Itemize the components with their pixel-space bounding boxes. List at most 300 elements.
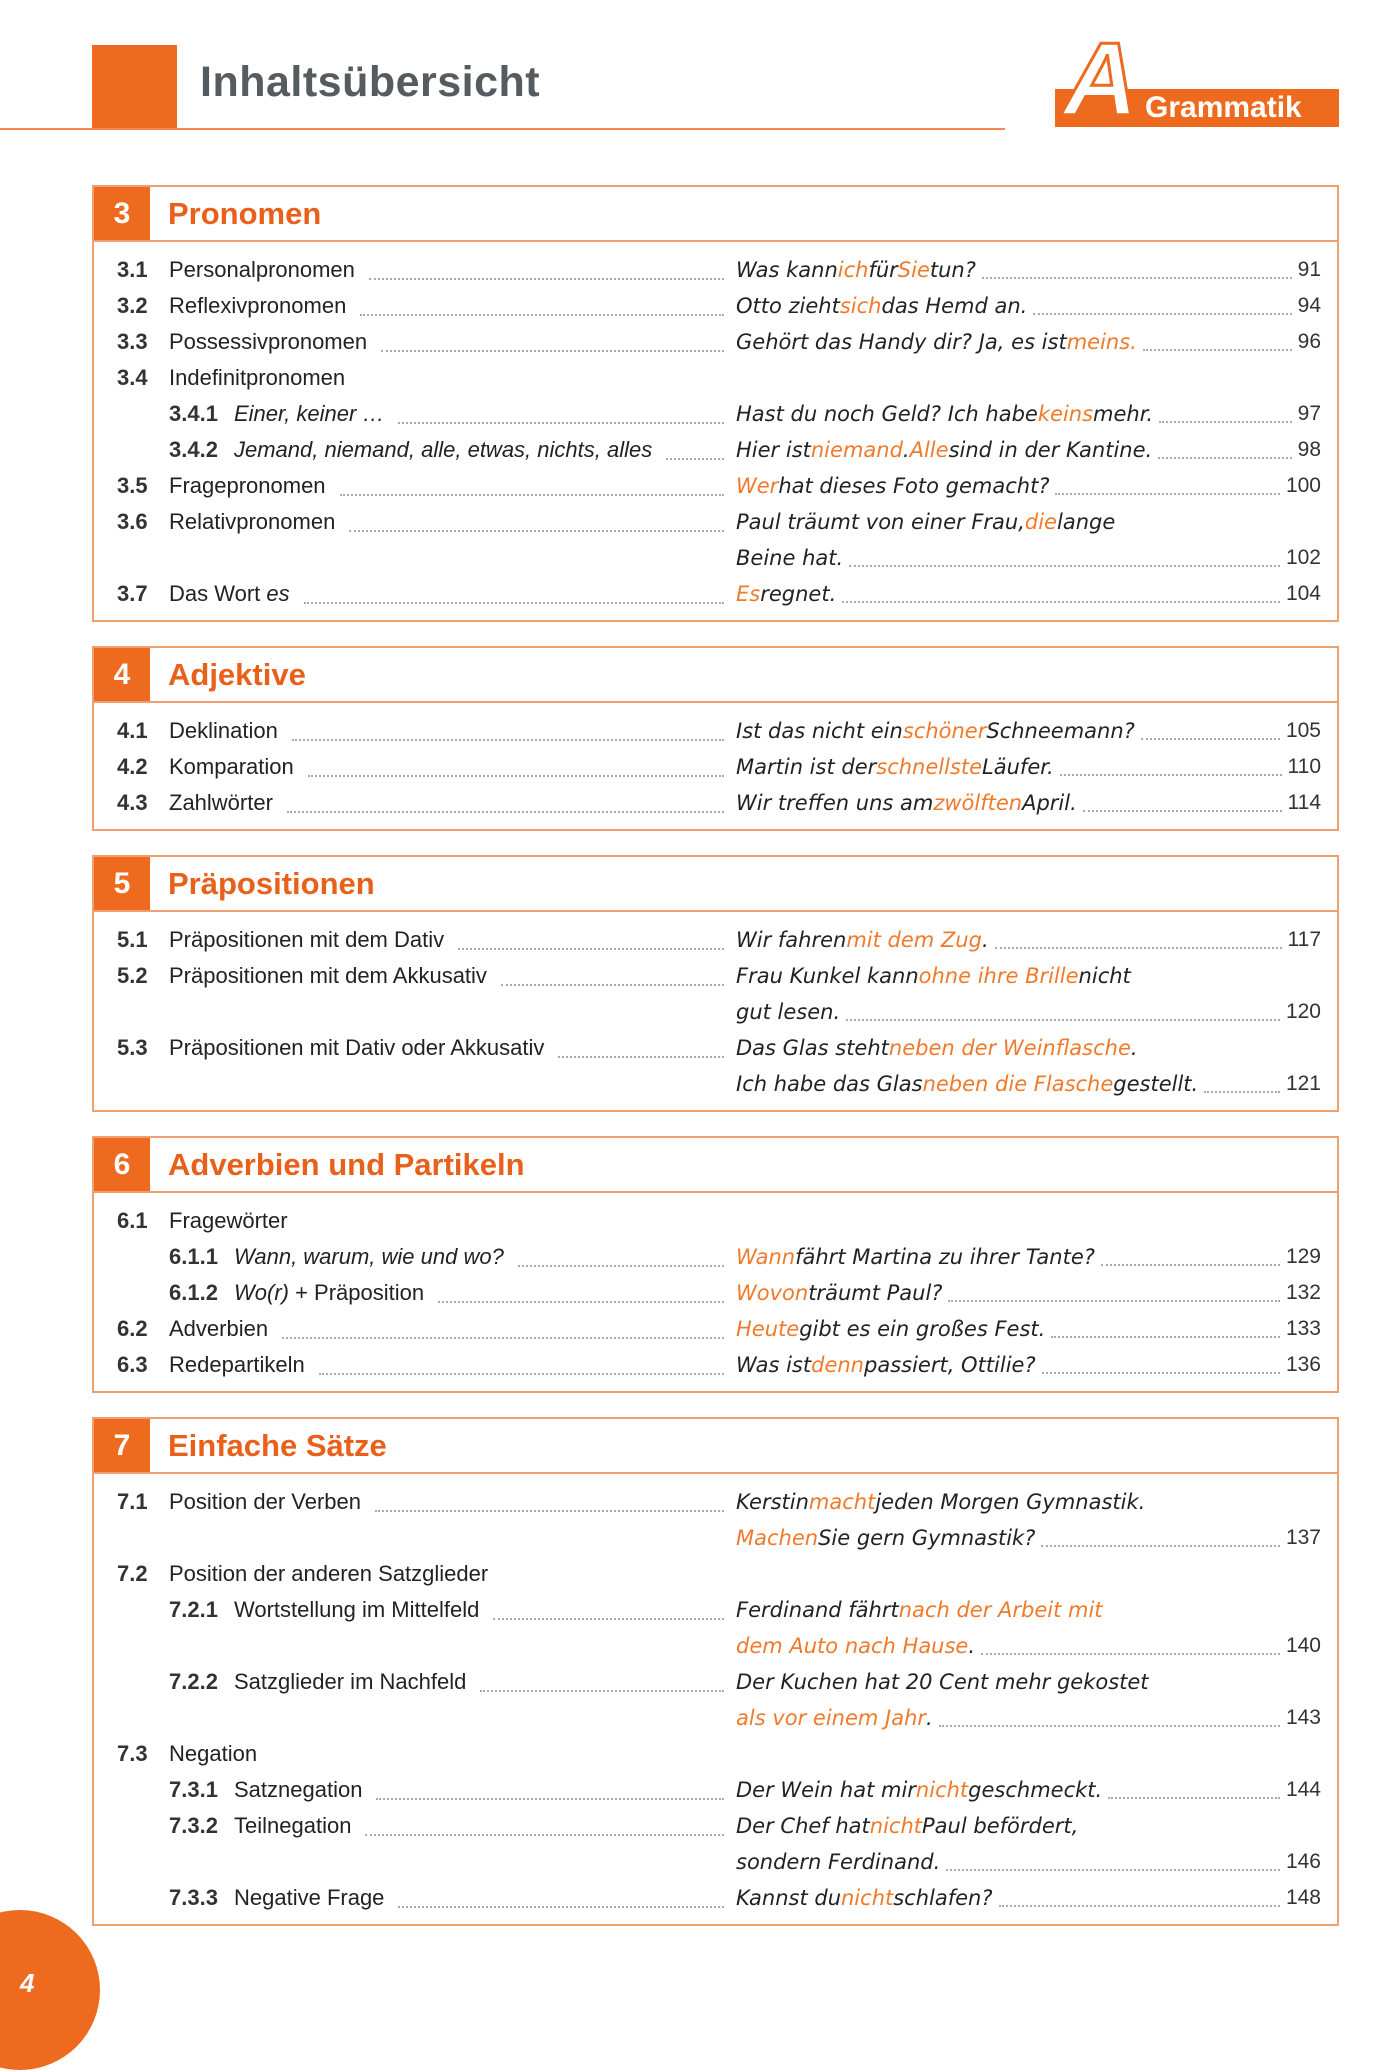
- entry-number: 4.1: [117, 718, 148, 743]
- entry-heading: [94, 468, 736, 504]
- entry-heading: [94, 324, 736, 360]
- leader-dots: [319, 1373, 724, 1375]
- example-line: [736, 1700, 1321, 1736]
- highlighted-text: Es: [736, 582, 761, 606]
- section-title[interactable]: Adjektive: [168, 656, 306, 692]
- section-number: 3: [94, 187, 150, 240]
- example-text: lange: [1056, 510, 1116, 534]
- leader-dots: [493, 1618, 724, 1620]
- leader-dots: [308, 775, 724, 777]
- leader-dots: [1141, 738, 1280, 740]
- toc-section: [92, 1136, 1339, 1393]
- toc-entry[interactable]: [94, 432, 1337, 468]
- example-text: Gehört das Handy dir? Ja, es ist: [736, 330, 1067, 354]
- leader-dots: [1159, 421, 1292, 423]
- entry-heading: [94, 396, 736, 432]
- entry-example: [736, 1592, 1337, 1664]
- title-segment: Deklination: [169, 718, 278, 743]
- example-text: Sie gern Gymnastik?: [818, 1526, 1036, 1550]
- entry-title: [234, 1777, 362, 1803]
- entry-number: 3.2: [117, 293, 148, 318]
- entry-number: 7.2: [117, 1561, 148, 1586]
- page-reference[interactable]: 110: [1287, 755, 1321, 778]
- leader-dots: [501, 984, 724, 986]
- example-line: [736, 504, 1321, 540]
- leader-dots: [458, 948, 724, 950]
- toc-entry[interactable]: [94, 1311, 1337, 1347]
- leader-dots: [1060, 774, 1282, 776]
- example-text: Beine hat.: [736, 546, 844, 570]
- entry-number: 4.3: [117, 790, 148, 815]
- entry-heading: [94, 288, 736, 324]
- leader-dots: [480, 1690, 724, 1692]
- toc-section: [92, 185, 1339, 622]
- highlighted-text: ich: [837, 258, 869, 282]
- section-title[interactable]: Adverbien und Partikeln: [168, 1146, 525, 1182]
- example-text: regnet.: [760, 582, 837, 606]
- entry-title: [169, 1489, 361, 1515]
- leader-dots: [1158, 457, 1291, 459]
- header-rule: [0, 128, 1005, 130]
- example-line: [736, 1808, 1321, 1844]
- page-reference[interactable]: 129: [1285, 1245, 1321, 1268]
- entry-title: [169, 365, 345, 391]
- example-line: [736, 1880, 1321, 1916]
- example-text: Der Wein hat mir: [736, 1778, 916, 1802]
- example-line: [736, 288, 1321, 324]
- example-line: [736, 1311, 1321, 1347]
- entry-title: [169, 1352, 305, 1378]
- leader-dots: [1101, 1264, 1280, 1266]
- highlighted-text: meins.: [1066, 330, 1137, 354]
- example-line: [736, 1628, 1321, 1664]
- leader-dots: [340, 494, 724, 496]
- example-text: sind in der Kantine.: [948, 438, 1153, 462]
- example-text: geschmeckt.: [968, 1778, 1103, 1802]
- example-text: gut lesen.: [736, 1000, 841, 1024]
- page-reference[interactable]: 137: [1285, 1526, 1321, 1549]
- toc-entry[interactable]: [94, 1592, 1337, 1664]
- toc-entry[interactable]: [94, 1664, 1337, 1736]
- logo-text: Grammatik: [1145, 91, 1302, 124]
- leader-dots: [1108, 1797, 1280, 1799]
- toc-entry[interactable]: [94, 360, 1337, 396]
- page-reference[interactable]: 148: [1285, 1886, 1321, 1909]
- section-header: [94, 857, 1337, 912]
- leader-dots: [349, 530, 724, 532]
- title-segment: Satznegation: [234, 1777, 363, 1802]
- leader-dots: [939, 1725, 1280, 1727]
- leader-dots: [1051, 1336, 1280, 1338]
- title-segment: Zahlwörter: [169, 790, 273, 815]
- entry-example: [736, 504, 1337, 576]
- title-segment: Reflexivpronomen: [169, 293, 347, 318]
- highlighted-text: Sie: [897, 258, 930, 282]
- leader-dots: [948, 1300, 1280, 1302]
- example-text: jeden Morgen Gymnastik.: [875, 1490, 1146, 1514]
- highlighted-text: zwölften: [933, 791, 1023, 815]
- entry-example: [736, 1275, 1337, 1311]
- header-accent-square: [92, 45, 177, 129]
- highlighted-text: Alle: [909, 438, 949, 462]
- toc-entry[interactable]: [94, 468, 1337, 504]
- example-line: [736, 396, 1321, 432]
- page-reference[interactable]: 117: [1287, 928, 1321, 951]
- example-text: Wir fahren: [736, 928, 847, 952]
- highlighted-text: Machen: [736, 1526, 819, 1550]
- section-body: [94, 242, 1337, 620]
- entry-title: [234, 437, 652, 463]
- leader-dots: [292, 739, 724, 741]
- title-segment: Einer, keiner …: [234, 401, 385, 426]
- page-reference[interactable]: 94: [1297, 294, 1321, 317]
- entry-heading: [94, 432, 736, 468]
- entry-title: [169, 963, 487, 989]
- section-title[interactable]: Einfache Sätze: [168, 1427, 387, 1463]
- title-segment: Redepartikeln: [169, 1352, 305, 1377]
- toc-entry[interactable]: [94, 1772, 1337, 1808]
- example-line: [736, 1030, 1321, 1066]
- example-text: Schneemann?: [986, 719, 1135, 743]
- example-line: [736, 994, 1321, 1030]
- toc-entry[interactable]: [94, 396, 1337, 432]
- title-segment: Fragepronomen: [169, 473, 326, 498]
- toc-entry[interactable]: [94, 1203, 1337, 1239]
- example-text: Hast du noch Geld? Ich habe: [736, 402, 1038, 426]
- page-reference[interactable]: 120: [1285, 1000, 1321, 1023]
- title-segment: Wortstellung im Mittelfeld: [234, 1597, 480, 1622]
- toc-entry[interactable]: [94, 785, 1337, 821]
- grammatik-logo: [1055, 22, 1339, 138]
- highlighted-text: Heute: [736, 1317, 800, 1341]
- title-segment: Komparation: [169, 754, 294, 779]
- title-segment: Wann, warum, wie und wo?: [234, 1244, 504, 1269]
- highlighted-text: macht: [808, 1490, 876, 1514]
- page-reference[interactable]: 104: [1285, 582, 1321, 605]
- entry-title: [234, 1244, 504, 1270]
- table-of-contents: [92, 185, 1339, 1950]
- title-segment: + Präposition: [288, 1280, 425, 1305]
- highlighted-text: sich: [839, 294, 882, 318]
- highlighted-text: als vor einem Jahr: [736, 1706, 927, 1730]
- section-header: [94, 1138, 1337, 1193]
- entry-example: [736, 1556, 1337, 1592]
- highlighted-text: Wovon: [736, 1281, 809, 1305]
- example-text: April.: [1022, 791, 1077, 815]
- example-text: Paul träumt von einer Frau,: [736, 510, 1025, 534]
- title-segment: es: [266, 581, 290, 606]
- example-line: [736, 922, 1321, 958]
- entry-example: [736, 1311, 1337, 1347]
- entry-number: 5.3: [117, 1035, 148, 1060]
- entry-number: 3.5: [117, 473, 148, 498]
- entry-title: [169, 329, 367, 355]
- leader-dots: [842, 601, 1280, 603]
- page-reference[interactable]: 98: [1297, 438, 1321, 461]
- section-header: [94, 1419, 1337, 1474]
- title-segment: Fragewörter: [169, 1208, 288, 1233]
- title-segment: Personalpronomen: [169, 257, 355, 282]
- toc-entry[interactable]: [94, 324, 1337, 360]
- leader-dots: [365, 1834, 724, 1836]
- entry-title: [234, 1885, 384, 1911]
- entry-example: [736, 922, 1337, 958]
- toc-section: [92, 855, 1339, 1112]
- section-number: 5: [94, 857, 150, 910]
- entry-heading: [94, 922, 736, 958]
- title-segment: Wo(r): [234, 1280, 289, 1305]
- toc-entry[interactable]: [94, 749, 1337, 785]
- leader-dots: [398, 1906, 724, 1908]
- title-segment: Präpositionen mit Dativ oder Akkusativ: [169, 1035, 545, 1060]
- entry-example: [736, 1736, 1337, 1772]
- entry-number: 6.1: [117, 1208, 148, 1233]
- entry-number: 7.2.2: [169, 1669, 218, 1694]
- leader-dots: [518, 1265, 724, 1267]
- entry-example: [736, 1808, 1337, 1880]
- entry-heading: [94, 252, 736, 288]
- entry-title: [234, 1280, 424, 1306]
- entry-heading: [94, 1239, 736, 1275]
- entry-example: [736, 252, 1337, 288]
- example-text: träumt Paul?: [808, 1281, 943, 1305]
- entry-example: [736, 468, 1337, 504]
- entry-number: 3.7: [117, 581, 148, 606]
- example-text: Otto zieht: [736, 294, 840, 318]
- entry-heading: [94, 360, 736, 396]
- page-reference[interactable]: 136: [1285, 1353, 1321, 1376]
- section-number: 7: [94, 1419, 150, 1472]
- toc-entry[interactable]: [94, 1275, 1337, 1311]
- leader-dots: [1143, 349, 1292, 351]
- page-reference[interactable]: 140: [1285, 1634, 1321, 1657]
- entry-example: [736, 396, 1337, 432]
- toc-entry[interactable]: [94, 1484, 1337, 1556]
- page-reference[interactable]: 102: [1285, 546, 1321, 569]
- leader-dots: [376, 1798, 724, 1800]
- highlighted-text: mit dem Zug: [846, 928, 982, 952]
- example-text: tun?: [929, 258, 976, 282]
- entry-example: [736, 1239, 1337, 1275]
- entry-title: [169, 293, 346, 319]
- title-segment: Jemand, niemand, alle, etwas, nichts, alles: [234, 437, 653, 462]
- entry-heading: [94, 958, 736, 994]
- highlighted-text: dem Auto nach Hause: [736, 1634, 969, 1658]
- leader-dots: [995, 947, 1282, 949]
- example-text: Ist das nicht ein: [736, 719, 903, 743]
- highlighted-text: nach der Arbeit mit: [898, 1598, 1103, 1622]
- title-segment: Präpositionen mit dem Akkusativ: [169, 963, 487, 988]
- title-segment: Negation: [169, 1741, 258, 1766]
- page-reference[interactable]: 133: [1285, 1317, 1321, 1340]
- example-line: [736, 1484, 1321, 1520]
- entry-heading: [94, 1808, 736, 1844]
- entry-number: 6.2: [117, 1316, 148, 1341]
- leader-dots: [982, 277, 1292, 279]
- example-text: Der Kuchen hat 20 Cent mehr gekostet: [736, 1670, 1149, 1694]
- toc-entry[interactable]: [94, 1556, 1337, 1592]
- entry-heading: [94, 1275, 736, 1311]
- example-text: Was ist: [736, 1353, 812, 1377]
- entry-example: [736, 958, 1337, 1030]
- toc-section: [92, 646, 1339, 831]
- entry-number: 7.3.1: [169, 1777, 218, 1802]
- leader-dots: [438, 1301, 724, 1303]
- toc-entry[interactable]: [94, 1736, 1337, 1772]
- example-text: gestellt.: [1113, 1072, 1199, 1096]
- highlighted-text: nicht: [869, 1814, 923, 1838]
- entry-number: 3.4.1: [169, 401, 218, 426]
- entry-heading: [94, 785, 736, 821]
- entry-title: [169, 581, 290, 607]
- section-body: [94, 1474, 1337, 1924]
- title-segment: Teilnegation: [234, 1813, 352, 1838]
- entry-heading: [94, 576, 736, 612]
- entry-number: 3.4: [117, 365, 148, 390]
- section-header: [94, 187, 1337, 242]
- example-line: [736, 432, 1321, 468]
- entry-title: [169, 1741, 257, 1767]
- highlighted-text: schöner: [902, 719, 987, 743]
- leader-dots: [946, 1869, 1280, 1871]
- entry-heading: [94, 1736, 736, 1772]
- toc-entry[interactable]: [94, 576, 1337, 612]
- entry-heading: [94, 1772, 736, 1808]
- toc-entry[interactable]: [94, 713, 1337, 749]
- example-text: Kannst du: [736, 1886, 841, 1910]
- title-segment: Indefinitpronomen: [169, 365, 346, 390]
- title-segment: Das Wort: [169, 581, 267, 606]
- example-line: [736, 576, 1321, 612]
- page-reference[interactable]: 96: [1297, 330, 1321, 353]
- toc-entry[interactable]: [94, 1347, 1337, 1383]
- leader-dots: [369, 278, 724, 280]
- page-number: 4: [20, 1968, 35, 1998]
- page-reference[interactable]: 97: [1297, 402, 1321, 425]
- section-number: 4: [94, 648, 150, 701]
- page-reference[interactable]: 121: [1285, 1072, 1321, 1095]
- entry-title: [234, 1813, 351, 1839]
- toc-entry[interactable]: [94, 1808, 1337, 1880]
- page-reference[interactable]: 114: [1287, 791, 1321, 814]
- title-segment: Relativpronomen: [169, 509, 336, 534]
- highlighted-text: niemand: [810, 438, 903, 462]
- toc-entry[interactable]: [94, 504, 1337, 576]
- entry-number: 7.3.2: [169, 1813, 218, 1838]
- entry-heading: [94, 1347, 736, 1383]
- toc-entry[interactable]: [94, 288, 1337, 324]
- page-reference[interactable]: 91: [1297, 258, 1321, 281]
- entry-number: 6.3: [117, 1352, 148, 1377]
- entry-example: [736, 432, 1337, 468]
- leader-dots: [981, 1653, 1280, 1655]
- section-title[interactable]: Präpositionen: [168, 865, 375, 901]
- entry-title: [169, 1316, 268, 1342]
- highlighted-text: neben der Weinflasche: [888, 1036, 1131, 1060]
- entry-example: [736, 1772, 1337, 1808]
- example-text: Was kann: [736, 258, 838, 282]
- leader-dots: [1033, 313, 1291, 315]
- toc-entry[interactable]: [94, 1030, 1337, 1102]
- example-text: mehr.: [1093, 402, 1154, 426]
- example-line: [736, 1239, 1321, 1275]
- toc-entry[interactable]: [94, 922, 1337, 958]
- entry-title: [169, 790, 273, 816]
- example-text: .: [926, 1706, 933, 1730]
- page-reference[interactable]: 100: [1285, 474, 1321, 497]
- entry-title: [234, 401, 384, 427]
- entry-example: [736, 1664, 1337, 1736]
- leader-dots: [282, 1337, 724, 1339]
- page-reference[interactable]: 144: [1285, 1778, 1321, 1801]
- example-text: Läufer.: [982, 755, 1054, 779]
- page-reference[interactable]: 143: [1285, 1706, 1321, 1729]
- section-number: 6: [94, 1138, 150, 1191]
- title-segment: Präpositionen mit dem Dativ: [169, 927, 445, 952]
- entry-number: 7.2.1: [169, 1597, 218, 1622]
- entry-number: 3.6: [117, 509, 148, 534]
- example-text: Wir treffen uns am: [736, 791, 934, 815]
- page-reference[interactable]: 146: [1285, 1850, 1321, 1873]
- highlighted-text: ohne ihre Brille: [918, 964, 1079, 988]
- highlighted-text: Wann: [736, 1245, 796, 1269]
- title-segment: Position der Verben: [169, 1489, 362, 1514]
- leader-dots: [1041, 1545, 1280, 1547]
- section-title[interactable]: Pronomen: [168, 195, 322, 231]
- entry-heading: [94, 1311, 736, 1347]
- entry-heading: [94, 1592, 736, 1628]
- example-line: [736, 252, 1321, 288]
- toc-entry[interactable]: [94, 958, 1337, 1030]
- entry-example: [736, 576, 1337, 612]
- entry-number: 3.4.2: [169, 437, 218, 462]
- entry-heading: [94, 1664, 736, 1700]
- entry-example: [736, 785, 1337, 821]
- page-title: Inhaltsübersicht: [200, 58, 541, 106]
- example-text: .: [1130, 1036, 1138, 1060]
- entry-example: [736, 324, 1337, 360]
- example-text: schlafen?: [893, 1886, 993, 1910]
- entry-number: 5.1: [117, 927, 148, 952]
- entry-number: 7.3.3: [169, 1885, 218, 1910]
- example-line: [736, 785, 1321, 821]
- leader-dots: [287, 811, 724, 813]
- entry-title: [169, 754, 294, 780]
- highlighted-text: neben die Flasche: [922, 1072, 1114, 1096]
- example-line: [736, 540, 1321, 576]
- leader-dots: [1083, 810, 1282, 812]
- example-text: das Hemd an.: [881, 294, 1028, 318]
- entry-title: [169, 1208, 288, 1234]
- page-reference[interactable]: 132: [1285, 1281, 1321, 1304]
- example-text: hat dieses Foto gemacht?: [778, 474, 1050, 498]
- example-line: [736, 1664, 1321, 1700]
- entry-title: [169, 509, 335, 535]
- page-reference[interactable]: 105: [1285, 719, 1321, 742]
- entry-number: 3.1: [117, 257, 148, 282]
- example-text: Hier ist: [736, 438, 811, 462]
- example-text: Paul befördert,: [922, 1814, 1079, 1838]
- highlighted-text: Wer: [736, 474, 779, 498]
- toc-entry[interactable]: [94, 252, 1337, 288]
- toc-entry[interactable]: [94, 1239, 1337, 1275]
- entry-title: [169, 1561, 488, 1587]
- entry-number: 6.1.1: [169, 1244, 218, 1269]
- example-line: [736, 1066, 1321, 1102]
- leader-dots: [849, 565, 1280, 567]
- leader-dots: [999, 1905, 1280, 1907]
- toc-entry[interactable]: [94, 1880, 1337, 1916]
